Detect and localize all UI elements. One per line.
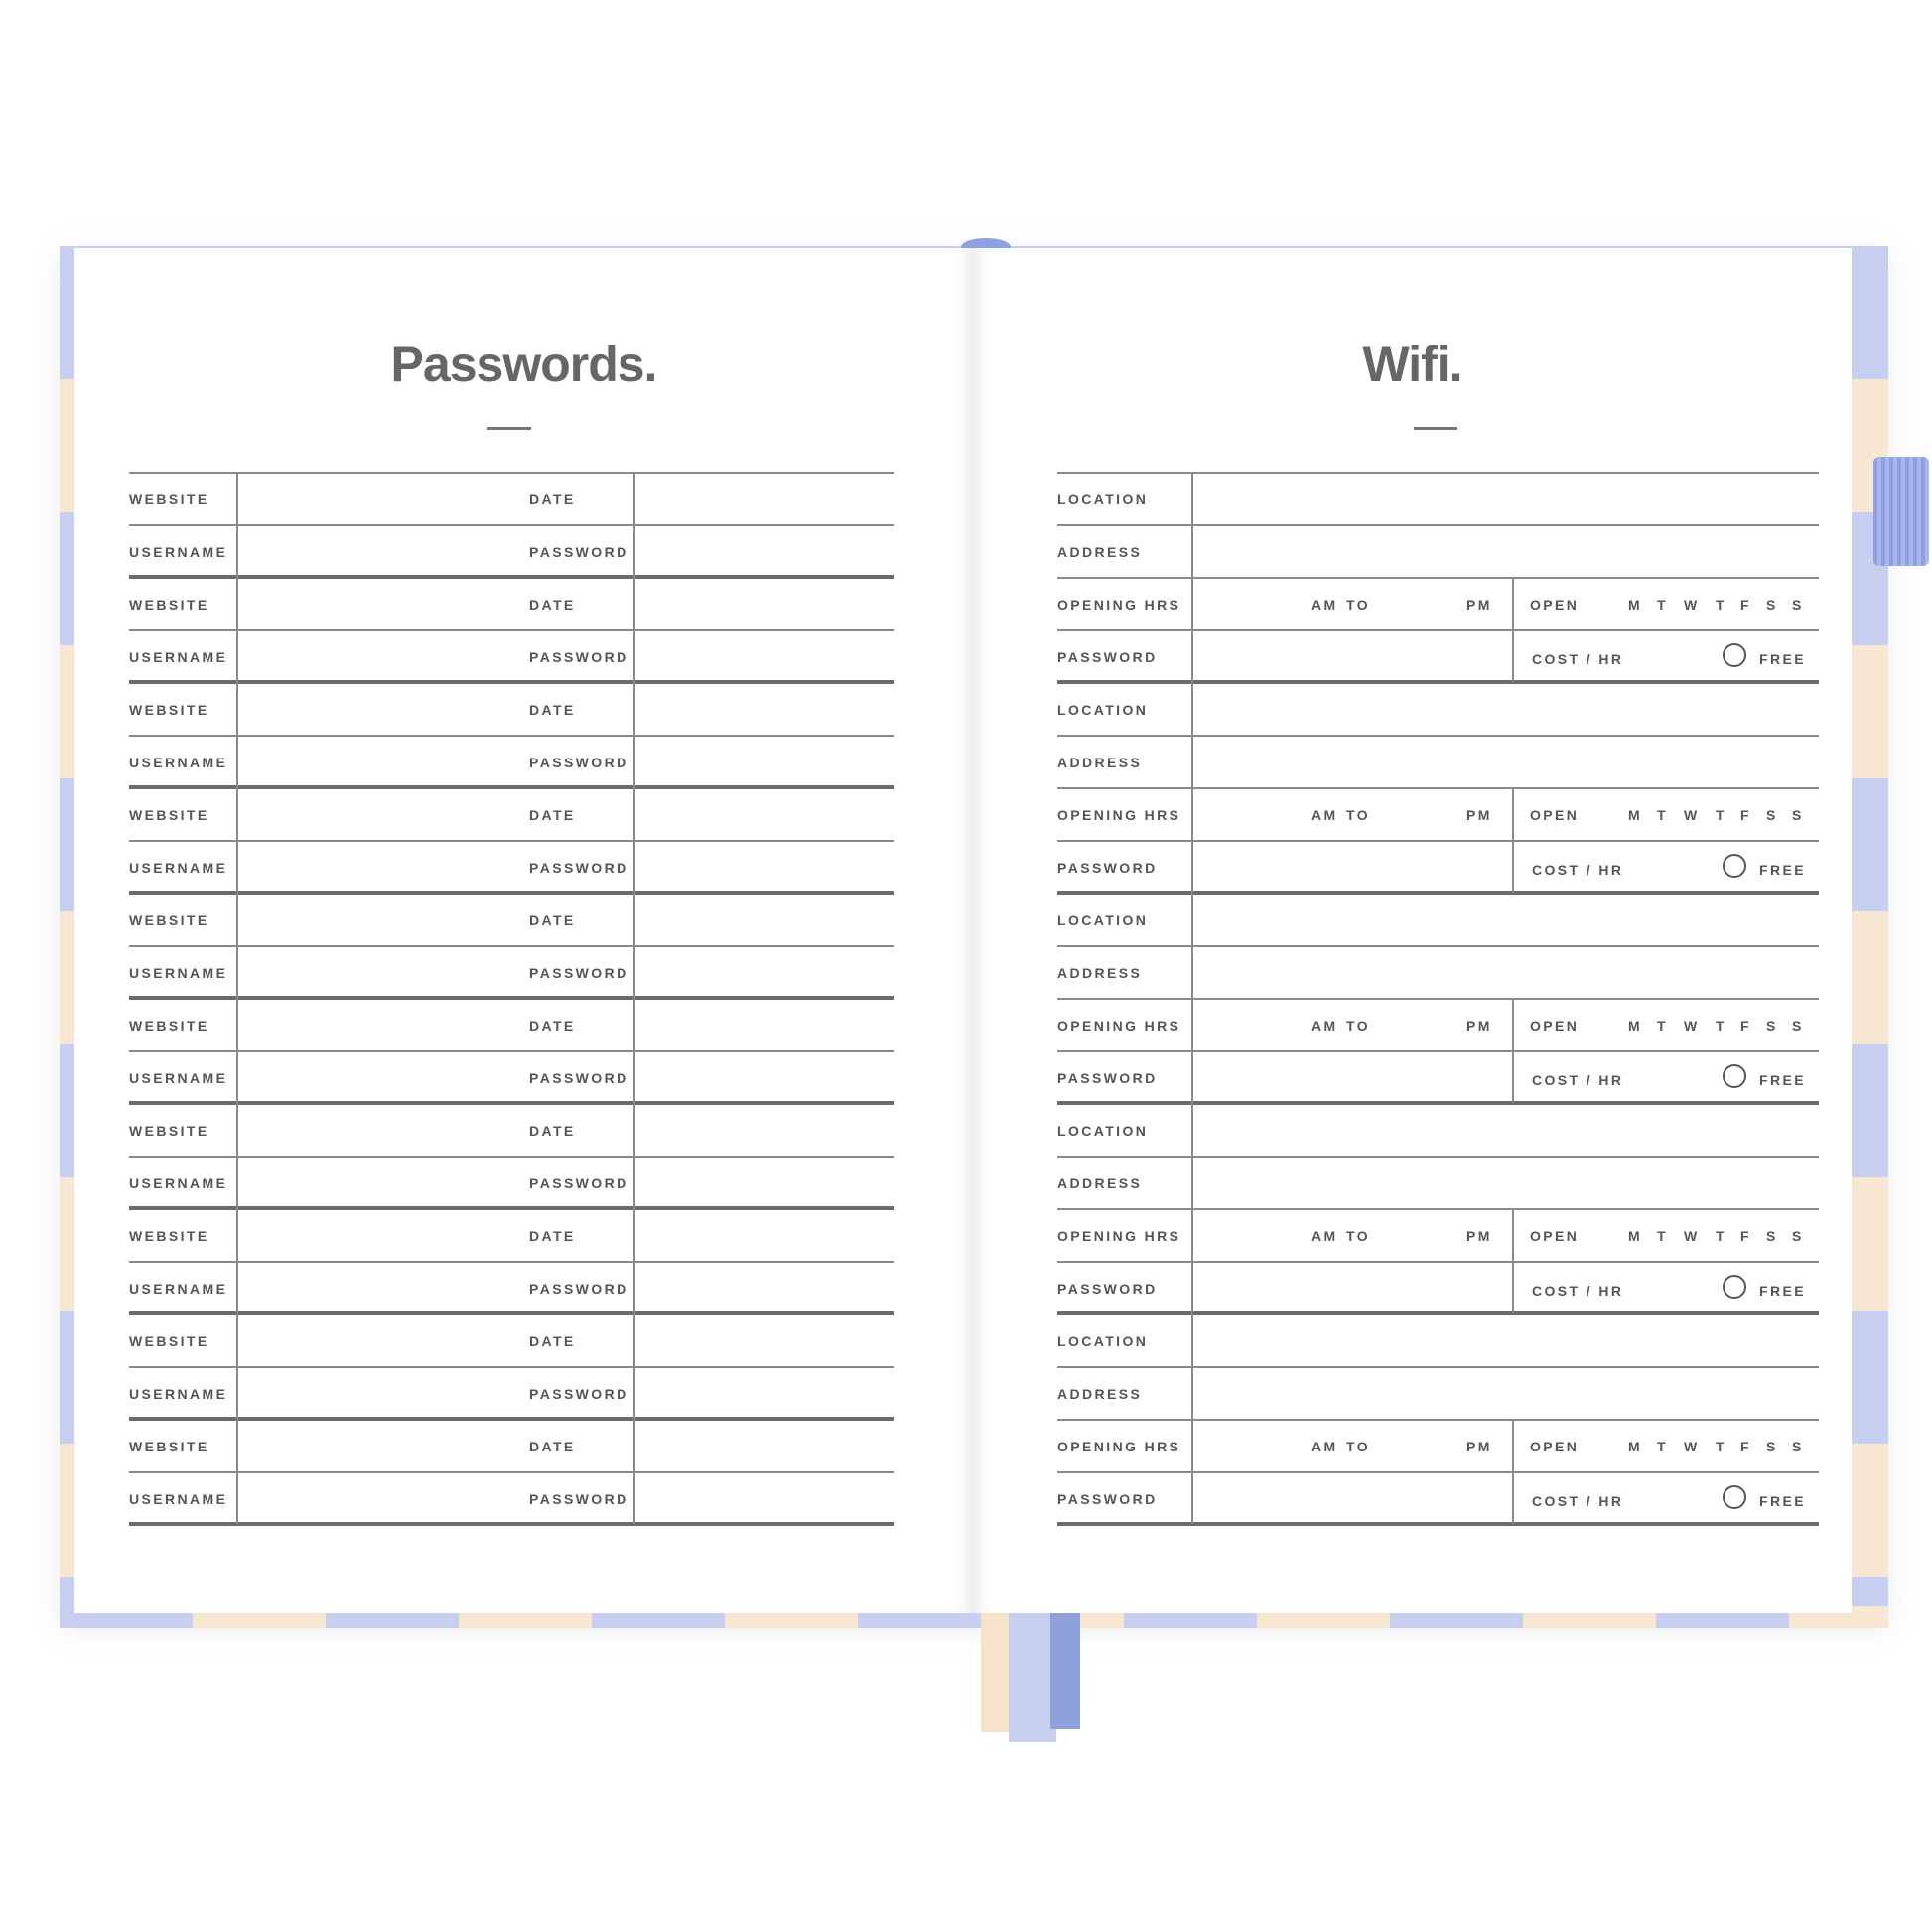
pm-label: PM	[1466, 1439, 1492, 1454]
website-field[interactable]	[240, 897, 518, 941]
row-divider	[129, 1471, 894, 1473]
column-divider	[633, 577, 635, 682]
address-field[interactable]	[1195, 739, 1815, 783]
website-label: WEBSITE	[129, 1333, 209, 1349]
address-label: ADDRESS	[1057, 544, 1143, 560]
website-label: WEBSITE	[129, 1439, 209, 1454]
row-divider	[1057, 1156, 1819, 1158]
entry-divider	[129, 996, 894, 1000]
website-label: WEBSITE	[129, 491, 209, 507]
day-option[interactable]: T	[1716, 597, 1726, 613]
date-field[interactable]	[637, 791, 890, 836]
column-divider	[236, 998, 238, 1103]
column-divider	[236, 787, 238, 893]
opening-hrs-label: OPENING HRS	[1057, 1018, 1181, 1034]
location-label: LOCATION	[1057, 702, 1149, 718]
username-label: USERNAME	[129, 1491, 228, 1507]
column-divider	[633, 682, 635, 787]
free-label: FREE	[1759, 1072, 1806, 1088]
password-field[interactable]	[1195, 1265, 1508, 1310]
address-field[interactable]	[1195, 528, 1815, 573]
cost-per-hour-label: COST / HR	[1532, 1493, 1624, 1509]
day-option[interactable]: S	[1766, 807, 1778, 823]
day-option[interactable]: T	[1657, 1018, 1668, 1034]
entry-divider	[129, 1417, 894, 1421]
opening-hrs-label: OPENING HRS	[1057, 807, 1181, 823]
location-label: LOCATION	[1057, 1333, 1149, 1349]
row-divider	[1057, 524, 1819, 526]
website-label: WEBSITE	[129, 1123, 209, 1139]
title-divider	[1414, 427, 1457, 430]
password-field[interactable]	[1195, 1054, 1508, 1099]
row-divider	[1057, 945, 1819, 947]
location-field[interactable]	[1195, 897, 1815, 941]
entry-divider	[1057, 1101, 1819, 1105]
title-divider	[487, 427, 531, 430]
password-label: PASSWORD	[529, 1070, 629, 1086]
to-label: TO	[1346, 1018, 1370, 1034]
free-label: FREE	[1759, 862, 1806, 878]
day-option[interactable]: T	[1657, 807, 1668, 823]
day-option[interactable]: S	[1792, 1228, 1804, 1244]
opening-hrs-label: OPENING HRS	[1057, 1439, 1181, 1454]
password-label: PASSWORD	[529, 1491, 629, 1507]
username-field[interactable]	[240, 739, 518, 783]
entry-divider	[129, 1522, 894, 1526]
password-field[interactable]	[637, 633, 890, 678]
free-checkbox[interactable]	[1723, 1485, 1746, 1509]
date-field[interactable]	[637, 897, 890, 941]
column-divider	[236, 682, 238, 787]
website-field[interactable]	[240, 476, 518, 520]
password-label: PASSWORD	[529, 1175, 629, 1191]
column-divider	[236, 1103, 238, 1208]
pm-label: PM	[1466, 597, 1492, 613]
password-label: PASSWORD	[529, 965, 629, 981]
date-field[interactable]	[637, 1212, 890, 1257]
date-field[interactable]	[637, 1002, 890, 1046]
free-checkbox[interactable]	[1723, 643, 1746, 667]
pm-label: PM	[1466, 1228, 1492, 1244]
day-option[interactable]: M	[1628, 1018, 1643, 1034]
day-option[interactable]: T	[1657, 1439, 1668, 1454]
password-field[interactable]	[1195, 633, 1508, 678]
column-divider	[236, 1313, 238, 1419]
row-divider	[129, 629, 894, 631]
location-label: LOCATION	[1057, 1123, 1149, 1139]
day-option[interactable]: M	[1628, 1439, 1643, 1454]
open-label: OPEN	[1530, 597, 1580, 613]
row-divider	[1057, 1208, 1819, 1210]
username-field[interactable]	[240, 949, 518, 994]
password-field[interactable]	[637, 1054, 890, 1099]
cost-per-hour-label: COST / HR	[1532, 1283, 1624, 1299]
day-option[interactable]: S	[1792, 1439, 1804, 1454]
password-field[interactable]	[637, 739, 890, 783]
row-divider	[1057, 998, 1819, 1000]
password-label: PASSWORD	[529, 755, 629, 770]
column-divider	[633, 787, 635, 893]
day-option[interactable]: S	[1766, 1439, 1778, 1454]
wifi-title: Wifi.	[1362, 337, 1462, 392]
username-label: USERNAME	[129, 649, 228, 665]
free-checkbox[interactable]	[1723, 1275, 1746, 1299]
password-field[interactable]	[637, 1265, 890, 1310]
day-option[interactable]: S	[1766, 1018, 1778, 1034]
date-label: DATE	[529, 597, 576, 613]
row-divider	[1057, 1471, 1819, 1473]
date-label: DATE	[529, 1123, 576, 1139]
username-field[interactable]	[240, 1475, 518, 1520]
website-label: WEBSITE	[129, 702, 209, 718]
username-label: USERNAME	[129, 755, 228, 770]
website-field[interactable]	[240, 686, 518, 731]
opening-hrs-label: OPENING HRS	[1057, 1228, 1181, 1244]
column-divider	[236, 577, 238, 682]
day-option[interactable]: T	[1657, 1228, 1668, 1244]
password-field[interactable]	[1195, 844, 1508, 889]
row-divider	[1057, 1419, 1819, 1421]
table-top-rule	[129, 472, 894, 474]
location-label: LOCATION	[1057, 491, 1149, 507]
open-label: OPEN	[1530, 1228, 1580, 1244]
username-label: USERNAME	[129, 1175, 228, 1191]
password-label: PASSWORD	[1057, 1281, 1158, 1297]
username-field[interactable]	[240, 1265, 518, 1310]
day-option[interactable]: W	[1684, 807, 1700, 823]
day-option[interactable]: T	[1716, 807, 1726, 823]
pm-label: PM	[1466, 807, 1492, 823]
column-divider	[1191, 1103, 1193, 1313]
website-label: WEBSITE	[129, 912, 209, 928]
ribbon-bookmark-blue	[1050, 1608, 1080, 1729]
entry-divider	[129, 1311, 894, 1315]
date-label: DATE	[529, 702, 576, 718]
username-label: USERNAME	[129, 1281, 228, 1297]
open-label: OPEN	[1530, 807, 1580, 823]
password-field[interactable]	[637, 844, 890, 889]
to-label: TO	[1346, 597, 1370, 613]
username-field[interactable]	[240, 1370, 518, 1415]
day-option[interactable]: M	[1628, 807, 1643, 823]
entry-divider	[1057, 1311, 1819, 1315]
password-field[interactable]	[1195, 1475, 1508, 1520]
username-label: USERNAME	[129, 544, 228, 560]
row-divider	[129, 1366, 894, 1368]
day-option[interactable]: M	[1628, 1228, 1643, 1244]
date-field[interactable]	[637, 1317, 890, 1362]
column-divider	[1512, 1419, 1514, 1524]
username-label: USERNAME	[129, 1070, 228, 1086]
day-option[interactable]: T	[1657, 597, 1668, 613]
day-option[interactable]: S	[1792, 1018, 1804, 1034]
day-option[interactable]: S	[1792, 807, 1804, 823]
row-divider	[1057, 735, 1819, 737]
password-label: PASSWORD	[529, 544, 629, 560]
entry-divider	[129, 575, 894, 579]
date-field[interactable]	[637, 1107, 890, 1152]
username-field[interactable]	[240, 1054, 518, 1099]
entry-divider	[129, 785, 894, 789]
to-label: TO	[1346, 1439, 1370, 1454]
day-option[interactable]: S	[1792, 597, 1804, 613]
location-field[interactable]	[1195, 476, 1815, 520]
day-option[interactable]: F	[1740, 1228, 1751, 1244]
website-field[interactable]	[240, 1107, 518, 1152]
website-field[interactable]	[240, 1002, 518, 1046]
day-option[interactable]: M	[1628, 597, 1643, 613]
day-option[interactable]: F	[1740, 807, 1751, 823]
location-field[interactable]	[1195, 1317, 1815, 1362]
day-option[interactable]: T	[1716, 1018, 1726, 1034]
row-divider	[129, 945, 894, 947]
elastic-band	[1873, 457, 1929, 566]
password-label: PASSWORD	[529, 860, 629, 876]
opening-hrs-label: OPENING HRS	[1057, 597, 1181, 613]
column-divider	[633, 1313, 635, 1419]
column-divider	[633, 1103, 635, 1208]
column-divider	[633, 472, 635, 577]
to-label: TO	[1346, 807, 1370, 823]
row-divider	[1057, 840, 1819, 842]
row-divider	[129, 735, 894, 737]
entry-divider	[129, 1206, 894, 1210]
password-field[interactable]	[637, 1475, 890, 1520]
day-option[interactable]: F	[1740, 1018, 1751, 1034]
password-field[interactable]	[637, 1160, 890, 1204]
column-divider	[1512, 577, 1514, 682]
website-field[interactable]	[240, 791, 518, 836]
free-checkbox[interactable]	[1723, 854, 1746, 878]
column-divider	[1191, 893, 1193, 1103]
column-divider	[633, 1208, 635, 1313]
row-divider	[129, 1261, 894, 1263]
row-divider	[129, 524, 894, 526]
am-label: AM	[1311, 1228, 1338, 1244]
address-field[interactable]	[1195, 1370, 1815, 1415]
row-divider	[1057, 577, 1819, 579]
column-divider	[633, 998, 635, 1103]
day-option[interactable]: W	[1684, 1018, 1700, 1034]
date-field[interactable]	[637, 686, 890, 731]
column-divider	[1191, 682, 1193, 893]
to-label: TO	[1346, 1228, 1370, 1244]
free-label: FREE	[1759, 1283, 1806, 1299]
cost-per-hour-label: COST / HR	[1532, 1072, 1624, 1088]
day-option[interactable]: S	[1766, 597, 1778, 613]
entry-divider	[129, 680, 894, 684]
website-field[interactable]	[240, 1317, 518, 1362]
website-field[interactable]	[240, 1423, 518, 1467]
column-divider	[1512, 998, 1514, 1103]
address-label: ADDRESS	[1057, 1175, 1143, 1191]
username-label: USERNAME	[129, 1386, 228, 1402]
cost-per-hour-label: COST / HR	[1532, 651, 1624, 667]
day-option[interactable]: T	[1716, 1439, 1726, 1454]
entry-divider	[1057, 891, 1819, 895]
date-label: DATE	[529, 912, 576, 928]
row-divider	[129, 1156, 894, 1158]
address-label: ADDRESS	[1057, 755, 1143, 770]
free-label: FREE	[1759, 1493, 1806, 1509]
cost-per-hour-label: COST / HR	[1532, 862, 1624, 878]
day-option[interactable]: W	[1684, 1228, 1700, 1244]
password-label: PASSWORD	[529, 1281, 629, 1297]
row-divider	[129, 1050, 894, 1052]
free-checkbox[interactable]	[1723, 1064, 1746, 1088]
password-field[interactable]	[637, 949, 890, 994]
day-option[interactable]: F	[1740, 597, 1751, 613]
entry-divider	[129, 891, 894, 895]
entry-divider	[129, 1101, 894, 1105]
day-option[interactable]: F	[1740, 1439, 1751, 1454]
date-label: DATE	[529, 1228, 576, 1244]
am-label: AM	[1311, 1018, 1338, 1034]
password-label: PASSWORD	[529, 649, 629, 665]
website-label: WEBSITE	[129, 597, 209, 613]
open-label: OPEN	[1530, 1018, 1580, 1034]
password-label: PASSWORD	[529, 1386, 629, 1402]
location-label: LOCATION	[1057, 912, 1149, 928]
row-divider	[1057, 1261, 1819, 1263]
am-label: AM	[1311, 1439, 1338, 1454]
password-field[interactable]	[637, 528, 890, 573]
entry-divider	[1057, 680, 1819, 684]
address-field[interactable]	[1195, 1160, 1815, 1204]
date-field[interactable]	[637, 476, 890, 520]
address-label: ADDRESS	[1057, 1386, 1143, 1402]
username-label: USERNAME	[129, 860, 228, 876]
day-option[interactable]: T	[1716, 1228, 1726, 1244]
column-divider	[1191, 472, 1193, 682]
column-divider	[236, 1419, 238, 1524]
date-label: DATE	[529, 1018, 576, 1034]
date-label: DATE	[529, 807, 576, 823]
date-label: DATE	[529, 1333, 576, 1349]
date-label: DATE	[529, 491, 576, 507]
website-label: WEBSITE	[129, 1018, 209, 1034]
password-label: PASSWORD	[1057, 1070, 1158, 1086]
free-label: FREE	[1759, 651, 1806, 667]
password-label: PASSWORD	[1057, 1491, 1158, 1507]
table-top-rule	[1057, 472, 1819, 474]
row-divider	[1057, 1366, 1819, 1368]
ribbon-bookmark-light-blue	[1009, 1608, 1056, 1742]
password-label: PASSWORD	[1057, 649, 1158, 665]
entry-divider	[1057, 1522, 1819, 1526]
column-divider	[236, 893, 238, 998]
date-field[interactable]	[637, 1423, 890, 1467]
row-divider	[1057, 787, 1819, 789]
date-label: DATE	[529, 1439, 576, 1454]
page-gutter	[972, 248, 974, 1613]
website-label: WEBSITE	[129, 807, 209, 823]
address-field[interactable]	[1195, 949, 1815, 994]
date-field[interactable]	[637, 581, 890, 625]
column-divider	[633, 1419, 635, 1524]
column-divider	[1512, 787, 1514, 893]
column-divider	[236, 1208, 238, 1313]
day-option[interactable]: S	[1766, 1228, 1778, 1244]
website-field[interactable]	[240, 581, 518, 625]
address-label: ADDRESS	[1057, 965, 1143, 981]
column-divider	[1512, 1208, 1514, 1313]
column-divider	[236, 472, 238, 577]
row-divider	[129, 840, 894, 842]
website-field[interactable]	[240, 1212, 518, 1257]
username-label: USERNAME	[129, 965, 228, 981]
row-divider	[1057, 629, 1819, 631]
username-field[interactable]	[240, 844, 518, 889]
row-divider	[1057, 1050, 1819, 1052]
location-field[interactable]	[1195, 1107, 1815, 1152]
column-divider	[633, 893, 635, 998]
passwords-title: Passwords.	[390, 337, 657, 392]
am-label: AM	[1311, 807, 1338, 823]
username-field[interactable]	[240, 528, 518, 573]
am-label: AM	[1311, 597, 1338, 613]
website-label: WEBSITE	[129, 1228, 209, 1244]
open-label: OPEN	[1530, 1439, 1580, 1454]
username-field[interactable]	[240, 1160, 518, 1204]
pm-label: PM	[1466, 1018, 1492, 1034]
day-option[interactable]: W	[1684, 1439, 1700, 1454]
location-field[interactable]	[1195, 686, 1815, 731]
day-option[interactable]: W	[1684, 597, 1700, 613]
column-divider	[1191, 1313, 1193, 1524]
username-field[interactable]	[240, 633, 518, 678]
password-label: PASSWORD	[1057, 860, 1158, 876]
password-field[interactable]	[637, 1370, 890, 1415]
